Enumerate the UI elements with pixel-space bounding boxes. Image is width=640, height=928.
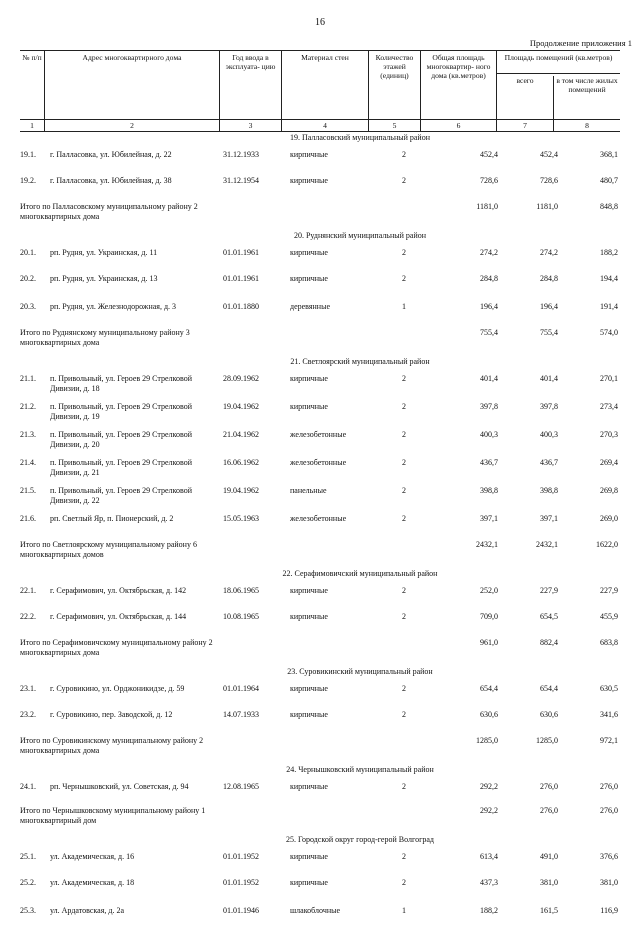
total-area-all: 882,4 — [540, 638, 558, 647]
header-material: Материал стен — [282, 51, 369, 119]
row-material: кирпичные — [290, 684, 328, 693]
table-row — [20, 170, 620, 198]
row-address: г. Палласовка, ул. Юбилейная, д. 22 — [50, 150, 172, 159]
row-area-living: 455,9 — [600, 612, 618, 621]
header-number: № п/п — [20, 51, 45, 119]
row-total-area: 613,4 — [480, 852, 498, 861]
row-year: 01.01.1952 — [223, 878, 259, 887]
row-area-living: 270,3 — [600, 430, 618, 439]
row-floors: 2 — [402, 150, 406, 159]
row-year: 31.12.1954 — [223, 176, 259, 185]
row-material: железобетонные — [290, 514, 347, 523]
row-floors: 2 — [402, 176, 406, 185]
row-area-all: 452,4 — [540, 150, 558, 159]
row-area-living: 376,6 — [600, 852, 618, 861]
row-total-area: 709,0 — [480, 612, 498, 621]
row-material: кирпичные — [290, 710, 328, 719]
row-address: ул. Ардатовская, д. 2а — [50, 906, 125, 915]
row-area-all: 436,7 — [540, 458, 558, 467]
row-year: 01.01.1946 — [223, 906, 259, 915]
total-label: Итого по Серафимовичскому муниципальному району 2 многоквартирных дома — [20, 638, 213, 657]
row-number: 22.1. — [20, 586, 36, 595]
total-label: Итого по Светлоярскому муниципальному району 6 многоквартирных домов — [20, 540, 197, 559]
colnum: 3 — [220, 120, 282, 132]
row-total-area: 452,4 — [480, 150, 498, 159]
row-number: 23.2. — [20, 710, 36, 719]
section-total-row — [20, 802, 620, 834]
table-body — [20, 132, 620, 928]
row-total-area: 397,1 — [480, 514, 498, 523]
row-material: панельные — [290, 486, 327, 495]
table-row — [20, 452, 620, 480]
total-total-area: 1285,0 — [476, 736, 498, 745]
row-material: шлакоблочные — [290, 906, 341, 915]
row-total-area: 437,3 — [480, 878, 498, 887]
row-area-all: 400,3 — [540, 430, 558, 439]
row-address: рп. Рудня, ул. Украинская, д. 13 — [50, 274, 158, 283]
row-address: ул. Академическая, д. 16 — [50, 852, 135, 861]
total-area-all: 1181,0 — [536, 202, 558, 211]
row-area-living: 194,4 — [600, 274, 618, 283]
row-year: 16.06.1962 — [223, 458, 259, 467]
row-area-living: 341,6 — [600, 710, 618, 719]
row-area-all: 654,5 — [540, 612, 558, 621]
row-year: 01.01.1952 — [223, 852, 259, 861]
row-address: ул. Академическая, д. 18 — [50, 878, 135, 887]
header-floors: Количество этажей (единиц) — [369, 51, 421, 119]
row-floors: 2 — [402, 710, 406, 719]
total-area-living: 574,0 — [600, 328, 618, 337]
row-area-living: 630,5 — [600, 684, 618, 693]
table-row — [20, 480, 620, 508]
row-floors: 1 — [402, 302, 406, 311]
row-total-area: 654,4 — [480, 684, 498, 693]
colnum: 6 — [421, 120, 497, 132]
row-total-area: 401,4 — [480, 374, 498, 383]
table-header — [20, 50, 620, 132]
row-floors: 1 — [402, 906, 406, 915]
row-total-area: 398,8 — [480, 486, 498, 495]
row-material: железобетонные — [290, 430, 347, 439]
row-number: 21.1. — [20, 374, 36, 383]
row-material: деревянные — [290, 302, 331, 311]
total-area-all: 1285,0 — [536, 736, 558, 745]
row-address: рп. Светлый Яр, п. Пионерский, д. 2 — [50, 514, 174, 523]
row-number: 21.3. — [20, 430, 36, 439]
row-number: 21.4. — [20, 458, 36, 467]
total-area-living: 683,8 — [600, 638, 618, 647]
row-area-all: 491,0 — [540, 852, 558, 861]
row-area-living: 368,1 — [600, 150, 618, 159]
row-area-all: 276,0 — [540, 782, 558, 791]
row-area-living: 270,1 — [600, 374, 618, 383]
table-row — [20, 580, 620, 606]
colnum: 4 — [282, 120, 369, 132]
row-number: 20.1. — [20, 248, 36, 257]
table-row — [20, 368, 620, 396]
colnum: 8 — [585, 121, 589, 130]
total-area-living: 1622,0 — [596, 540, 618, 549]
total-label: Итого по Суровикинскому муниципальному району 2 многоквартирных дома — [20, 736, 204, 755]
table-row — [20, 396, 620, 424]
row-address: рп. Рудня, ул. Украинская, д. 11 — [50, 248, 158, 257]
total-area-living: 972,1 — [600, 736, 618, 745]
colnum: 1 — [20, 120, 45, 132]
row-year: 12.08.1965 — [223, 782, 259, 791]
section-title: 23. Суровикинский муниципальный район — [287, 667, 433, 676]
row-floors: 2 — [402, 878, 406, 887]
header-subdivider — [497, 73, 620, 74]
table-row — [20, 776, 620, 802]
row-number: 20.3. — [20, 302, 36, 311]
row-address: г. Серафимович, ул. Октябрьская, д. 144 — [50, 612, 187, 621]
row-total-area: 400,3 — [480, 430, 498, 439]
row-total-area: 196,4 — [480, 302, 498, 311]
section-total-row — [20, 634, 620, 666]
housing-table — [20, 50, 620, 928]
row-area-all: 398,8 — [540, 486, 558, 495]
row-address: рп. Чернышковский, ул. Советская, д. 94 — [50, 782, 189, 791]
header-total-area: Общая площадь многоквартир- ного дома (кв.метров) — [421, 51, 497, 119]
table-row — [20, 606, 620, 634]
row-total-area: 284,8 — [480, 274, 498, 283]
total-area-all: 2432,1 — [536, 540, 558, 549]
row-material: кирпичные — [290, 852, 328, 861]
total-total-area: 292,2 — [480, 806, 498, 815]
row-year: 21.04.1962 — [223, 430, 259, 439]
header-address: Адрес многоквартирного дома — [45, 51, 220, 119]
row-area-all: 728,6 — [540, 176, 558, 185]
row-area-living: 269,4 — [600, 458, 618, 467]
row-year: 10.08.1965 — [223, 612, 259, 621]
row-floors: 2 — [402, 684, 406, 693]
total-label: Итого по Чернышковскому муниципальному району 1 многоквартирный дом — [20, 806, 206, 825]
row-area-all: 161,5 — [540, 906, 558, 915]
section-title: 20. Руднянский муниципальный район — [293, 231, 427, 240]
section-title: 24. Чернышковский муниципальный район — [286, 765, 434, 774]
row-total-area: 397,8 — [480, 402, 498, 411]
row-address: п. Привольный, ул. Героев 29 Стрелковой Дивизии, д. 22 — [50, 486, 193, 505]
row-year: 19.04.1962 — [223, 402, 259, 411]
row-floors: 2 — [402, 374, 406, 383]
row-number: 19.1. — [20, 150, 36, 159]
table-row — [20, 268, 620, 296]
header-area-living: в том числе жилых помещений — [556, 76, 618, 94]
row-number: 25.1. — [20, 852, 36, 861]
row-area-all: 397,1 — [540, 514, 558, 523]
row-number: 25.2. — [20, 878, 36, 887]
row-floors: 2 — [402, 852, 406, 861]
total-total-area: 755,4 — [480, 328, 498, 337]
row-area-all: 630,6 — [540, 710, 558, 719]
table-row — [20, 296, 620, 324]
row-number: 23.1. — [20, 684, 36, 693]
row-area-all: 381,0 — [540, 878, 558, 887]
row-year: 15.05.1963 — [223, 514, 259, 523]
section-title: 22. Серафимовичский муниципальный район — [282, 569, 438, 578]
row-total-area: 436,7 — [480, 458, 498, 467]
table-row — [20, 900, 620, 928]
row-material: кирпичные — [290, 782, 328, 791]
row-area-living: 269,0 — [600, 514, 618, 523]
row-area-living: 480,7 — [600, 176, 618, 185]
row-address: г. Серафимович, ул. Октябрьская, д. 142 — [50, 586, 187, 595]
row-floors: 2 — [402, 782, 406, 791]
row-material: кирпичные — [290, 878, 328, 887]
row-material: кирпичные — [290, 612, 328, 621]
row-area-living: 381,0 — [600, 878, 618, 887]
row-number: 21.5. — [20, 486, 36, 495]
row-year: 01.01.1961 — [223, 248, 259, 257]
row-year: 18.06.1965 — [223, 586, 259, 595]
row-material: кирпичные — [290, 402, 328, 411]
row-total-area: 630,6 — [480, 710, 498, 719]
row-area-all: 284,8 — [540, 274, 558, 283]
row-area-living: 273,4 — [600, 402, 618, 411]
header-area-all: всего — [497, 76, 554, 119]
row-address: п. Привольный, ул. Героев 29 Стрелковой Дивизии, д. 20 — [50, 430, 193, 449]
row-total-area: 274,2 — [480, 248, 498, 257]
row-floors: 2 — [402, 486, 406, 495]
total-area-all: 276,0 — [540, 806, 558, 815]
table-row — [20, 704, 620, 732]
row-material: кирпичные — [290, 248, 328, 257]
row-address: г. Суровикино, ул. Орджоникидзе, д. 59 — [50, 684, 185, 693]
row-number: 25.3. — [20, 906, 36, 915]
section-total-row — [20, 732, 620, 764]
row-floors: 2 — [402, 430, 406, 439]
page-number: 16 — [315, 17, 325, 28]
table-row — [20, 424, 620, 452]
row-floors: 2 — [402, 458, 406, 467]
row-area-living: 269,8 — [600, 486, 618, 495]
row-year: 01.01.1880 — [223, 302, 259, 311]
row-number: 24.1. — [20, 782, 36, 791]
row-floors: 2 — [402, 612, 406, 621]
row-area-all: 227,9 — [540, 586, 558, 595]
column-numbers — [20, 119, 620, 132]
table-row — [20, 846, 620, 872]
row-year: 01.01.1964 — [223, 684, 259, 693]
row-floors: 2 — [402, 514, 406, 523]
row-material: кирпичные — [290, 176, 328, 185]
total-total-area: 1181,0 — [476, 202, 498, 211]
row-area-all: 401,4 — [540, 374, 558, 383]
row-area-all: 654,4 — [540, 684, 558, 693]
row-floors: 2 — [402, 274, 406, 283]
total-area-living: 848,8 — [600, 202, 618, 211]
row-year: 14.07.1933 — [223, 710, 259, 719]
row-area-all: 196,4 — [540, 302, 558, 311]
colnum: 5 — [369, 120, 421, 132]
colnum: 2 — [45, 120, 220, 132]
row-total-area: 728,6 — [480, 176, 498, 185]
table-row — [20, 678, 620, 704]
row-address: г. Палласовка, ул. Юбилейная, д. 38 — [50, 176, 172, 185]
row-address: п. Привольный, ул. Героев 29 Стрелковой Дивизии, д. 21 — [50, 458, 193, 477]
section-title: 19. Палласовский муниципальный район — [290, 133, 430, 142]
total-area-living: 276,0 — [600, 806, 618, 815]
row-year: 28.09.1962 — [223, 374, 259, 383]
row-floors: 2 — [402, 248, 406, 257]
row-floors: 2 — [402, 402, 406, 411]
row-floors: 2 — [402, 586, 406, 595]
colnum: 7 — [497, 120, 554, 132]
row-area-living: 116,9 — [600, 906, 618, 915]
row-address: г. Суровикино, пер. Заводской, д. 12 — [50, 710, 173, 719]
section-total-row — [20, 324, 620, 356]
row-area-all: 274,2 — [540, 248, 558, 257]
row-number: 21.2. — [20, 402, 36, 411]
row-address: п. Привольный, ул. Героев 29 Стрелковой Дивизии, д. 19 — [50, 402, 193, 421]
table-row — [20, 144, 620, 170]
table-row — [20, 508, 620, 536]
row-material: кирпичные — [290, 274, 328, 283]
row-area-living: 191,4 — [600, 302, 618, 311]
table-row — [20, 242, 620, 268]
row-year: 19.04.1962 — [223, 486, 259, 495]
header-year: Год ввода в эксплуата- цию — [220, 51, 282, 119]
total-total-area: 2432,1 — [476, 540, 498, 549]
row-number: 20.2. — [20, 274, 36, 283]
row-number: 19.2. — [20, 176, 36, 185]
row-total-area: 252,0 — [480, 586, 498, 595]
row-year: 01.01.1961 — [223, 274, 259, 283]
section-total-row — [20, 536, 620, 568]
row-area-living: 188,2 — [600, 248, 618, 257]
row-material: железобетонные — [290, 458, 347, 467]
row-address: рп. Рудня, ул. Железнодорожная, д. 3 — [50, 302, 177, 311]
row-material: кирпичные — [290, 374, 328, 383]
row-year: 31.12.1933 — [223, 150, 259, 159]
row-area-all: 397,8 — [540, 402, 558, 411]
header-premises-area: Площадь помещений (кв.метров) — [504, 53, 613, 62]
section-title: 21. Светлоярский муниципальный район — [290, 357, 430, 366]
total-label: Итого по Палласовскому муниципальному району 2 многоквартирных дома — [20, 202, 198, 221]
row-number: 21.6. — [20, 514, 36, 523]
row-total-area: 188,2 — [480, 906, 498, 915]
section-total-row — [20, 198, 620, 230]
total-label: Итого по Руднянскому муниципальному району 3 многоквартирных дома — [20, 328, 190, 347]
row-address: п. Привольный, ул. Героев 29 Стрелковой Дивизии, д. 18 — [50, 374, 193, 393]
table-row — [20, 872, 620, 900]
row-area-living: 276,0 — [600, 782, 618, 791]
total-total-area: 961,0 — [480, 638, 498, 647]
row-number: 22.2. — [20, 612, 36, 621]
continuation-note: Продолжение приложения 1 — [529, 38, 632, 48]
section-title: 25. Городской округ город-герой Волгоград — [286, 835, 434, 844]
row-material: кирпичные — [290, 150, 328, 159]
row-material: кирпичные — [290, 586, 328, 595]
total-area-all: 755,4 — [540, 328, 558, 337]
row-area-living: 227,9 — [600, 586, 618, 595]
row-total-area: 292,2 — [480, 782, 498, 791]
